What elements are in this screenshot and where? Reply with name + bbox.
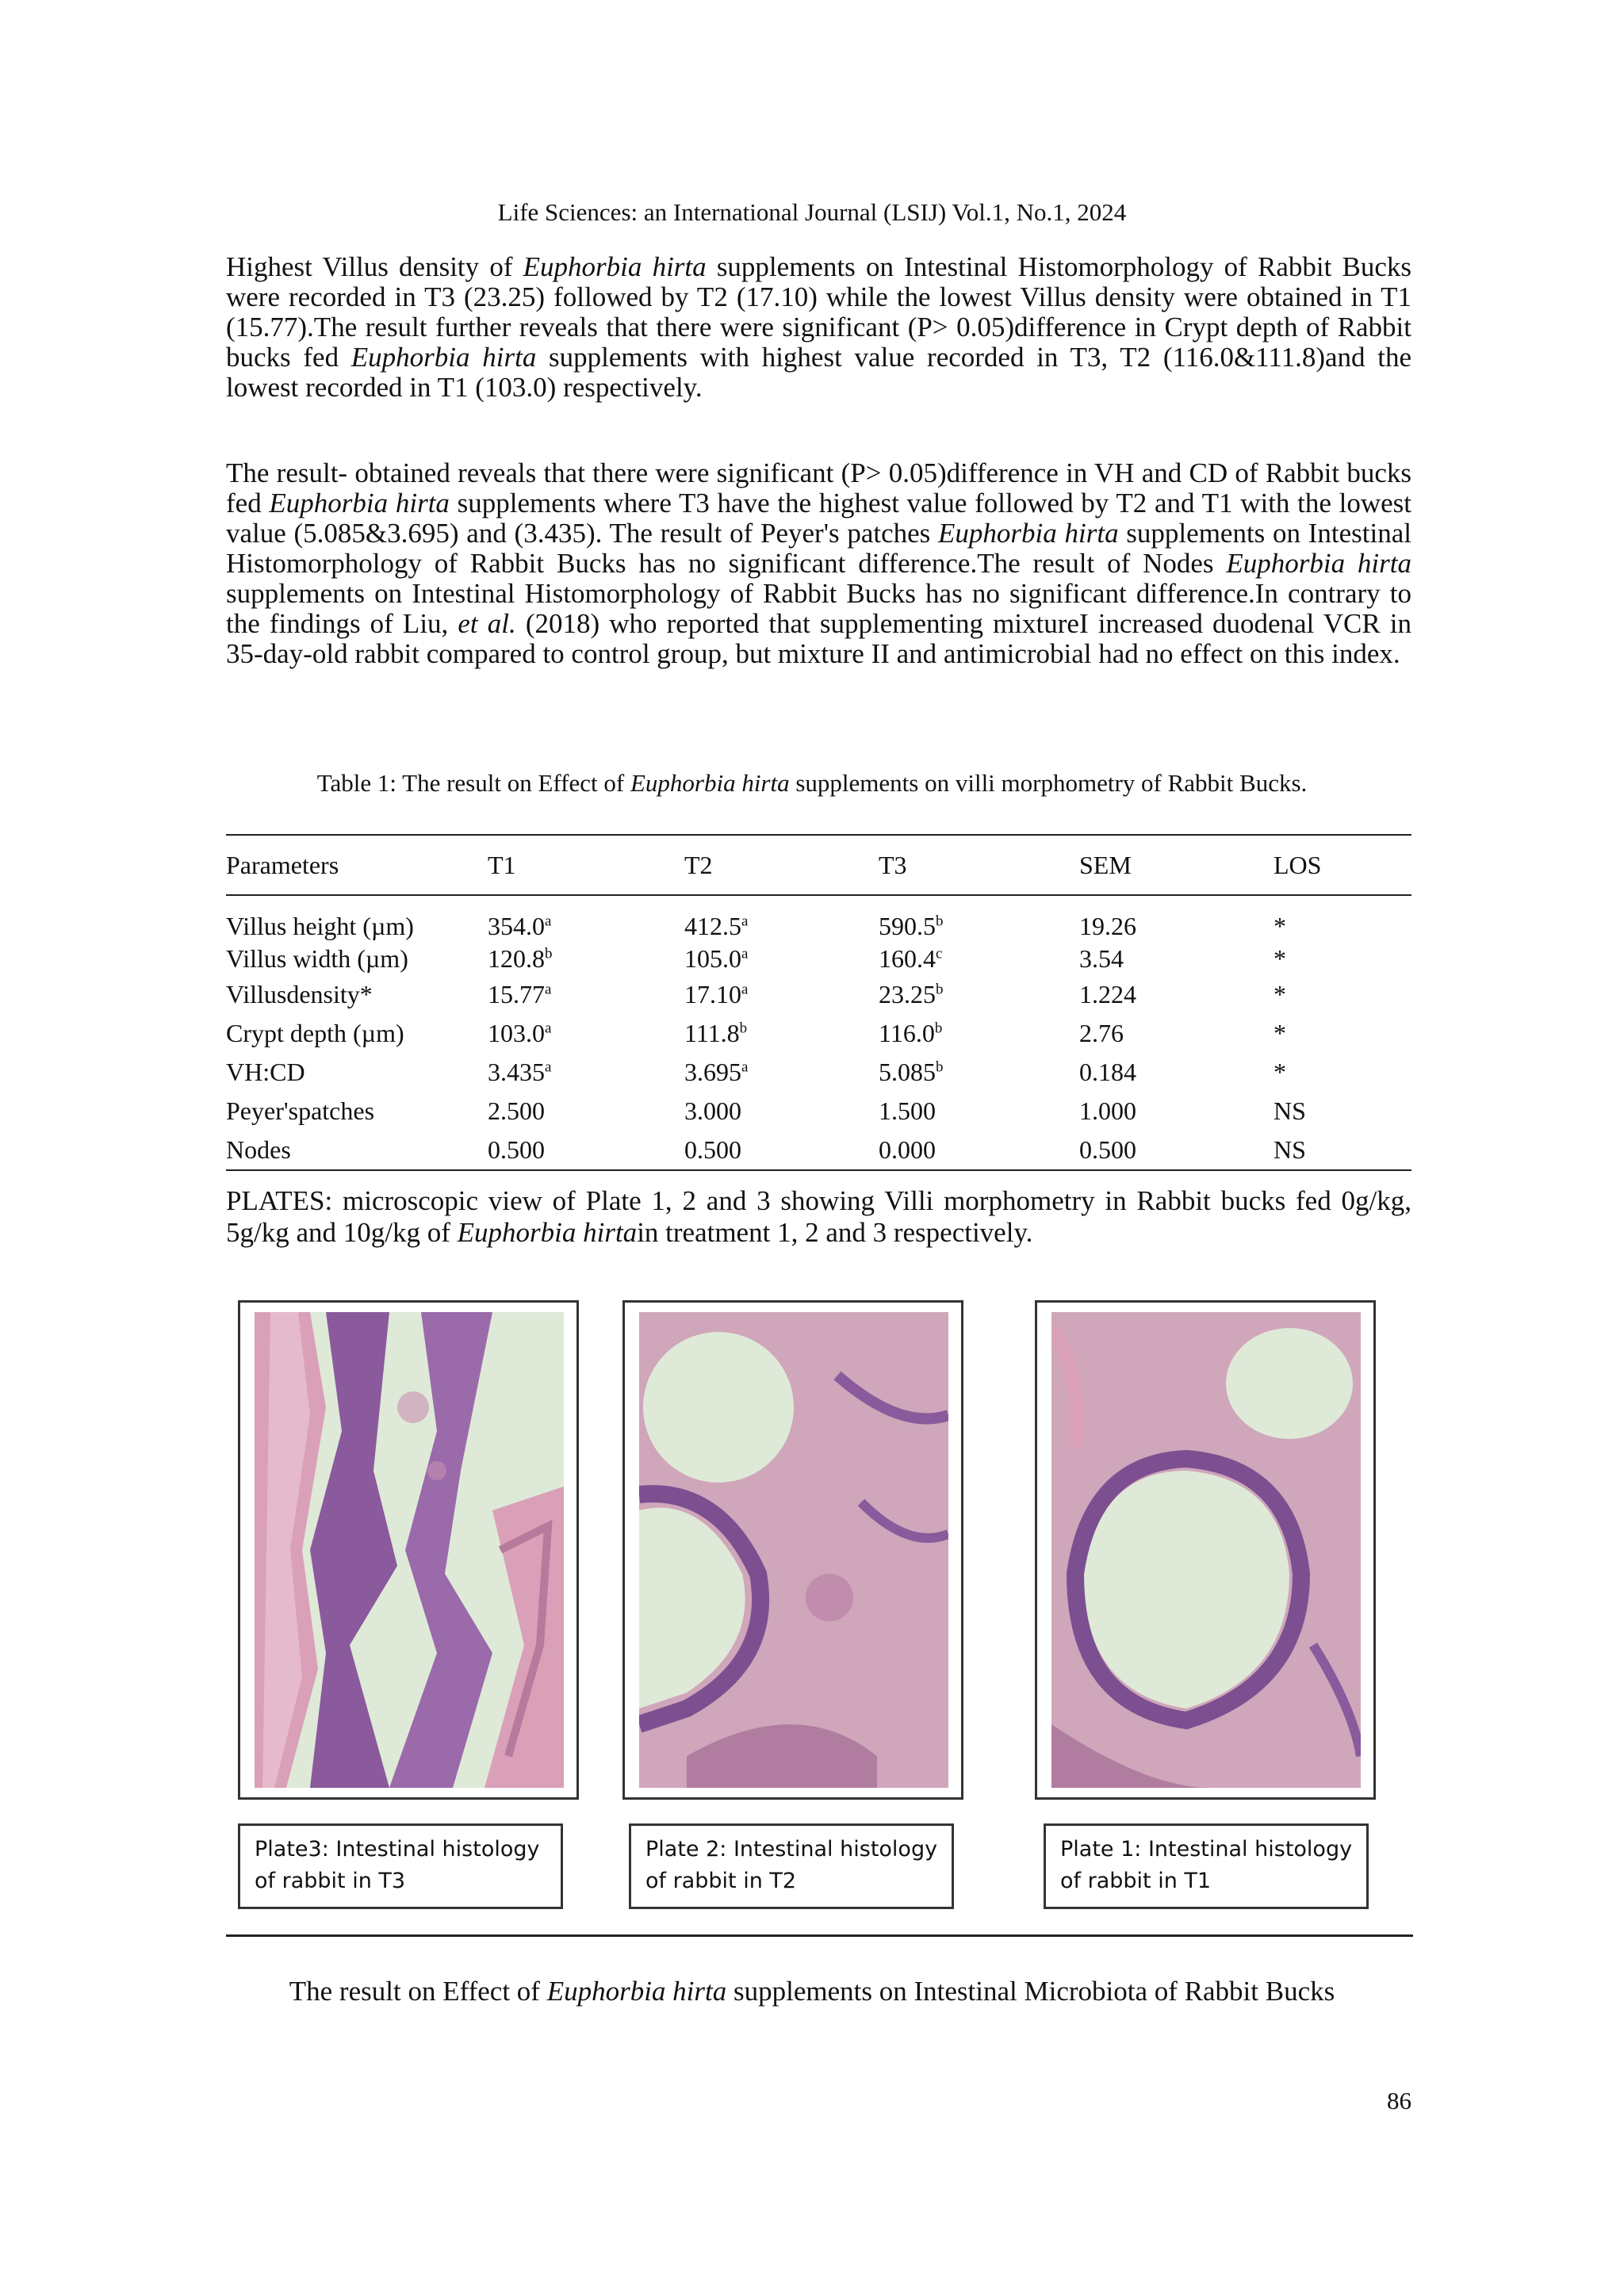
text-run: supplements where T3 have the highest value followed by T2 and T1 with the lowest value (5.085&3.695) and (3.435). The result of Peyer's patches: [226, 488, 1411, 549]
text-run: Table 1: The result on Effect of: [316, 769, 630, 797]
plate-3-micrograph: [255, 1312, 564, 1788]
table-header-row: [226, 835, 1411, 895]
significance-superscript: b: [739, 1020, 748, 1037]
cell-value: 0.000: [879, 1135, 936, 1164]
row-value-t2: [684, 1053, 879, 1092]
table-body: [226, 895, 1411, 1170]
row-value-t2: [684, 943, 879, 975]
cell-value: 412.5: [684, 912, 741, 940]
plate-3-image: [238, 1300, 579, 1800]
italic-text: Euphorbia hirta: [350, 342, 537, 373]
running-header: Life Sciences: an International Journal (LSIJ) Vol.1, No.1, 2024: [497, 198, 1127, 226]
cell-value: *: [1274, 912, 1286, 940]
row-value-t2: [684, 1014, 879, 1053]
cell-value: 2.76: [1079, 1019, 1124, 1047]
header-parameters: Parameters: [226, 835, 488, 895]
row-parameter: [226, 1014, 488, 1053]
row-value-t3: [879, 1131, 1079, 1170]
cell-value: 23.25: [879, 980, 936, 1008]
text-run: supplements with highest value recorded in T3, T2 (116.0&111.8)and the lowest recorded in T1 (103.0) respectively.: [226, 342, 1411, 403]
cell-value: 160.4: [879, 944, 936, 973]
significance-superscript: a: [545, 1058, 552, 1076]
text-run: Highest Villus density of: [226, 251, 523, 282]
plate-1-micrograph: [1051, 1312, 1361, 1788]
cell-value: Villusdensity*: [226, 980, 373, 1008]
cell-value: 3.54: [1079, 944, 1124, 973]
row-value-t1: [488, 1092, 684, 1131]
significance-superscript: a: [545, 1020, 552, 1037]
text-run: supplements on Intestinal Histomorphology of Rabbit Bucks has no significant difference.The result of Nodes: [226, 518, 1412, 579]
table-row: [226, 975, 1411, 1014]
row-value-los: [1274, 975, 1411, 1014]
cell-value: 105.0: [684, 944, 741, 973]
significance-superscript: b: [936, 913, 944, 930]
cell-value: 1.500: [879, 1096, 936, 1125]
row-value-sem: [1079, 975, 1274, 1014]
cell-value: 590.5: [879, 912, 936, 940]
row-value-t3: [879, 1092, 1079, 1131]
row-parameter: [226, 943, 488, 975]
cell-value: Peyer'spatches: [226, 1096, 375, 1125]
row-value-t3: [879, 1014, 1079, 1053]
row-value-sem: [1079, 1014, 1274, 1053]
text-run: The result on Effect of: [289, 1976, 547, 2007]
row-value-los: [1274, 1053, 1411, 1092]
header-t1: T1: [488, 835, 684, 895]
cell-value: 0.500: [684, 1135, 741, 1164]
row-value-los: [1274, 895, 1411, 943]
plate-3-label: Plate3: Intestinal histology of rabbit in T3: [238, 1823, 563, 1909]
cell-value: 354.0: [488, 912, 545, 940]
cell-value: 1.224: [1079, 980, 1136, 1008]
row-value-sem: [1079, 895, 1274, 943]
row-value-t1: [488, 1014, 684, 1053]
cell-value: 116.0: [879, 1019, 935, 1047]
row-value-sem: [1079, 1092, 1274, 1131]
significance-superscript: a: [545, 913, 552, 930]
row-value-los: [1274, 1092, 1411, 1131]
cell-value: 0.500: [488, 1135, 545, 1164]
row-value-sem: [1079, 1053, 1274, 1092]
cell-value: 103.0: [488, 1019, 545, 1047]
row-value-t1: [488, 943, 684, 975]
text-run: supplements on Intestinal Histomorphology of Rabbit Bucks has no significant difference.In contrary to the findings of Liu,: [226, 578, 1411, 639]
table-row: [226, 1131, 1411, 1170]
text-run: PLATES: microscopic view of Plate 1, 2 and 3 showing Villi morphometry in Rabbit bucks fed 0g/kg, 5g/kg and 10g/kg of: [226, 1185, 1411, 1248]
cell-value: NS: [1274, 1096, 1306, 1125]
significance-superscript: b: [936, 981, 944, 998]
cell-value: NS: [1274, 1135, 1306, 1164]
cell-value: Villus height (µm): [226, 912, 414, 940]
row-value-t2: [684, 1131, 879, 1170]
cell-value: 3.695: [684, 1058, 741, 1086]
row-value-sem: [1079, 943, 1274, 975]
cell-value: 0.500: [1079, 1135, 1136, 1164]
plate-1-image: [1035, 1300, 1376, 1800]
cell-value: 1.000: [1079, 1096, 1136, 1125]
cell-value: 2.500: [488, 1096, 545, 1125]
italic-text: Euphorbia hirta: [1226, 548, 1411, 579]
paragraph-vh-cd: [226, 458, 1411, 669]
cell-value: 15.77: [488, 980, 545, 1008]
italic-text: Euphorbia hirta: [546, 1976, 727, 2007]
row-value-t1: [488, 1131, 684, 1170]
row-value-t3: [879, 943, 1079, 975]
cell-value: *: [1274, 944, 1286, 973]
section-heading-microbiota: [0, 1976, 1624, 2007]
row-value-t3: [879, 975, 1079, 1014]
cell-value: *: [1274, 1019, 1286, 1047]
italic-text: Euphorbia hirta: [457, 1217, 638, 1248]
plate-2-micrograph: [639, 1312, 948, 1788]
row-value-t2: [684, 1092, 879, 1131]
row-parameter: [226, 975, 488, 1014]
significance-superscript: b: [936, 1058, 944, 1076]
row-parameter: [226, 1131, 488, 1170]
cell-value: Nodes: [226, 1135, 291, 1164]
cell-value: Crypt depth (µm): [226, 1019, 404, 1047]
cell-value: 19.26: [1079, 912, 1136, 940]
row-value-los: [1274, 1131, 1411, 1170]
italic-text: Euphorbia hirta: [630, 769, 790, 797]
text-run: The result- obtained reveals that there were significant (P> 0.05)difference in VH and CD of Rabbit bucks fed: [226, 457, 1411, 519]
italic-text: Euphorbia hirta: [523, 251, 707, 282]
italic-text: Euphorbia hirta: [269, 488, 450, 519]
table-row: [226, 895, 1411, 943]
cell-value: *: [1274, 1058, 1286, 1086]
significance-superscript: a: [741, 945, 749, 962]
header-los: LOS: [1274, 835, 1411, 895]
cell-value: 17.10: [684, 980, 741, 1008]
header-sem: SEM: [1079, 835, 1274, 895]
row-value-t1: [488, 895, 684, 943]
row-parameter: [226, 895, 488, 943]
page-number: 86: [1387, 2087, 1411, 2114]
table-caption: [0, 769, 1624, 798]
cell-value: 111.8: [684, 1019, 740, 1047]
section-divider: [226, 1934, 1413, 1937]
significance-superscript: b: [934, 1020, 943, 1037]
italic-text: et al.: [458, 608, 516, 639]
text-run: supplements on villi morphometry of Rabbit Bucks.: [789, 769, 1308, 797]
row-value-los: [1274, 943, 1411, 975]
row-parameter: [226, 1092, 488, 1131]
plate-1-label: Plate 1: Intestinal histology of rabbit in T1: [1044, 1823, 1369, 1909]
table-row: [226, 1014, 1411, 1053]
row-value-t2: [684, 895, 879, 943]
table-row: [226, 1053, 1411, 1092]
significance-superscript: a: [741, 981, 749, 998]
significance-superscript: a: [545, 981, 552, 998]
significance-superscript: b: [545, 945, 553, 962]
row-value-t2: [684, 975, 879, 1014]
cell-value: 3.000: [684, 1096, 741, 1125]
text-run: (2018) who reported that supplementing mixtureI increased duodenal VCR in 35-day-old rabbit compared to control group, but mixture II and antimicrobial had no effect on this index.: [226, 608, 1411, 669]
significance-superscript: a: [741, 913, 749, 930]
row-value-los: [1274, 1014, 1411, 1053]
plates-description: [226, 1185, 1411, 1249]
row-value-t3: [879, 1053, 1079, 1092]
row-value-t1: [488, 975, 684, 1014]
significance-superscript: a: [741, 1058, 749, 1076]
header-t2: T2: [684, 835, 879, 895]
cell-value: 3.435: [488, 1058, 545, 1086]
plate-2-image: [622, 1300, 963, 1800]
row-value-t1: [488, 1053, 684, 1092]
text-run: supplements on Intestinal Microbiota of Rabbit Bucks: [726, 1976, 1335, 2007]
cell-value: 0.184: [1079, 1058, 1136, 1086]
table-row: [226, 943, 1411, 975]
table-row: [226, 1092, 1411, 1131]
paragraph-villus-density: [226, 252, 1411, 403]
italic-text: Euphorbia hirta: [938, 518, 1119, 549]
row-value-t3: [879, 895, 1079, 943]
row-value-sem: [1079, 1131, 1274, 1170]
cell-value: *: [1274, 980, 1286, 1008]
cell-value: 120.8: [488, 944, 545, 973]
text-run: supplements on Intestinal Histomorphology of Rabbit Bucks were recorded in T3 (23.25) followed by T2 (17.10) while the lowest Villus density were obtained in T1 (15.77).The result further reveals that there were significant (P> 0.05)difference in Crypt depth of Rabbit bucks fed: [226, 251, 1411, 373]
significance-superscript: c: [936, 945, 943, 962]
header-t3: T3: [879, 835, 1079, 895]
villi-morphometry-table: [226, 834, 1411, 1171]
cell-value: VH:CD: [226, 1058, 305, 1086]
plate-2-label: Plate 2: Intestinal histology of rabbit in T2: [629, 1823, 954, 1909]
cell-value: Villus width (µm): [226, 944, 408, 973]
text-run: in treatment 1, 2 and 3 respectively.: [637, 1217, 1033, 1248]
row-parameter: [226, 1053, 488, 1092]
cell-value: 5.085: [879, 1058, 936, 1086]
